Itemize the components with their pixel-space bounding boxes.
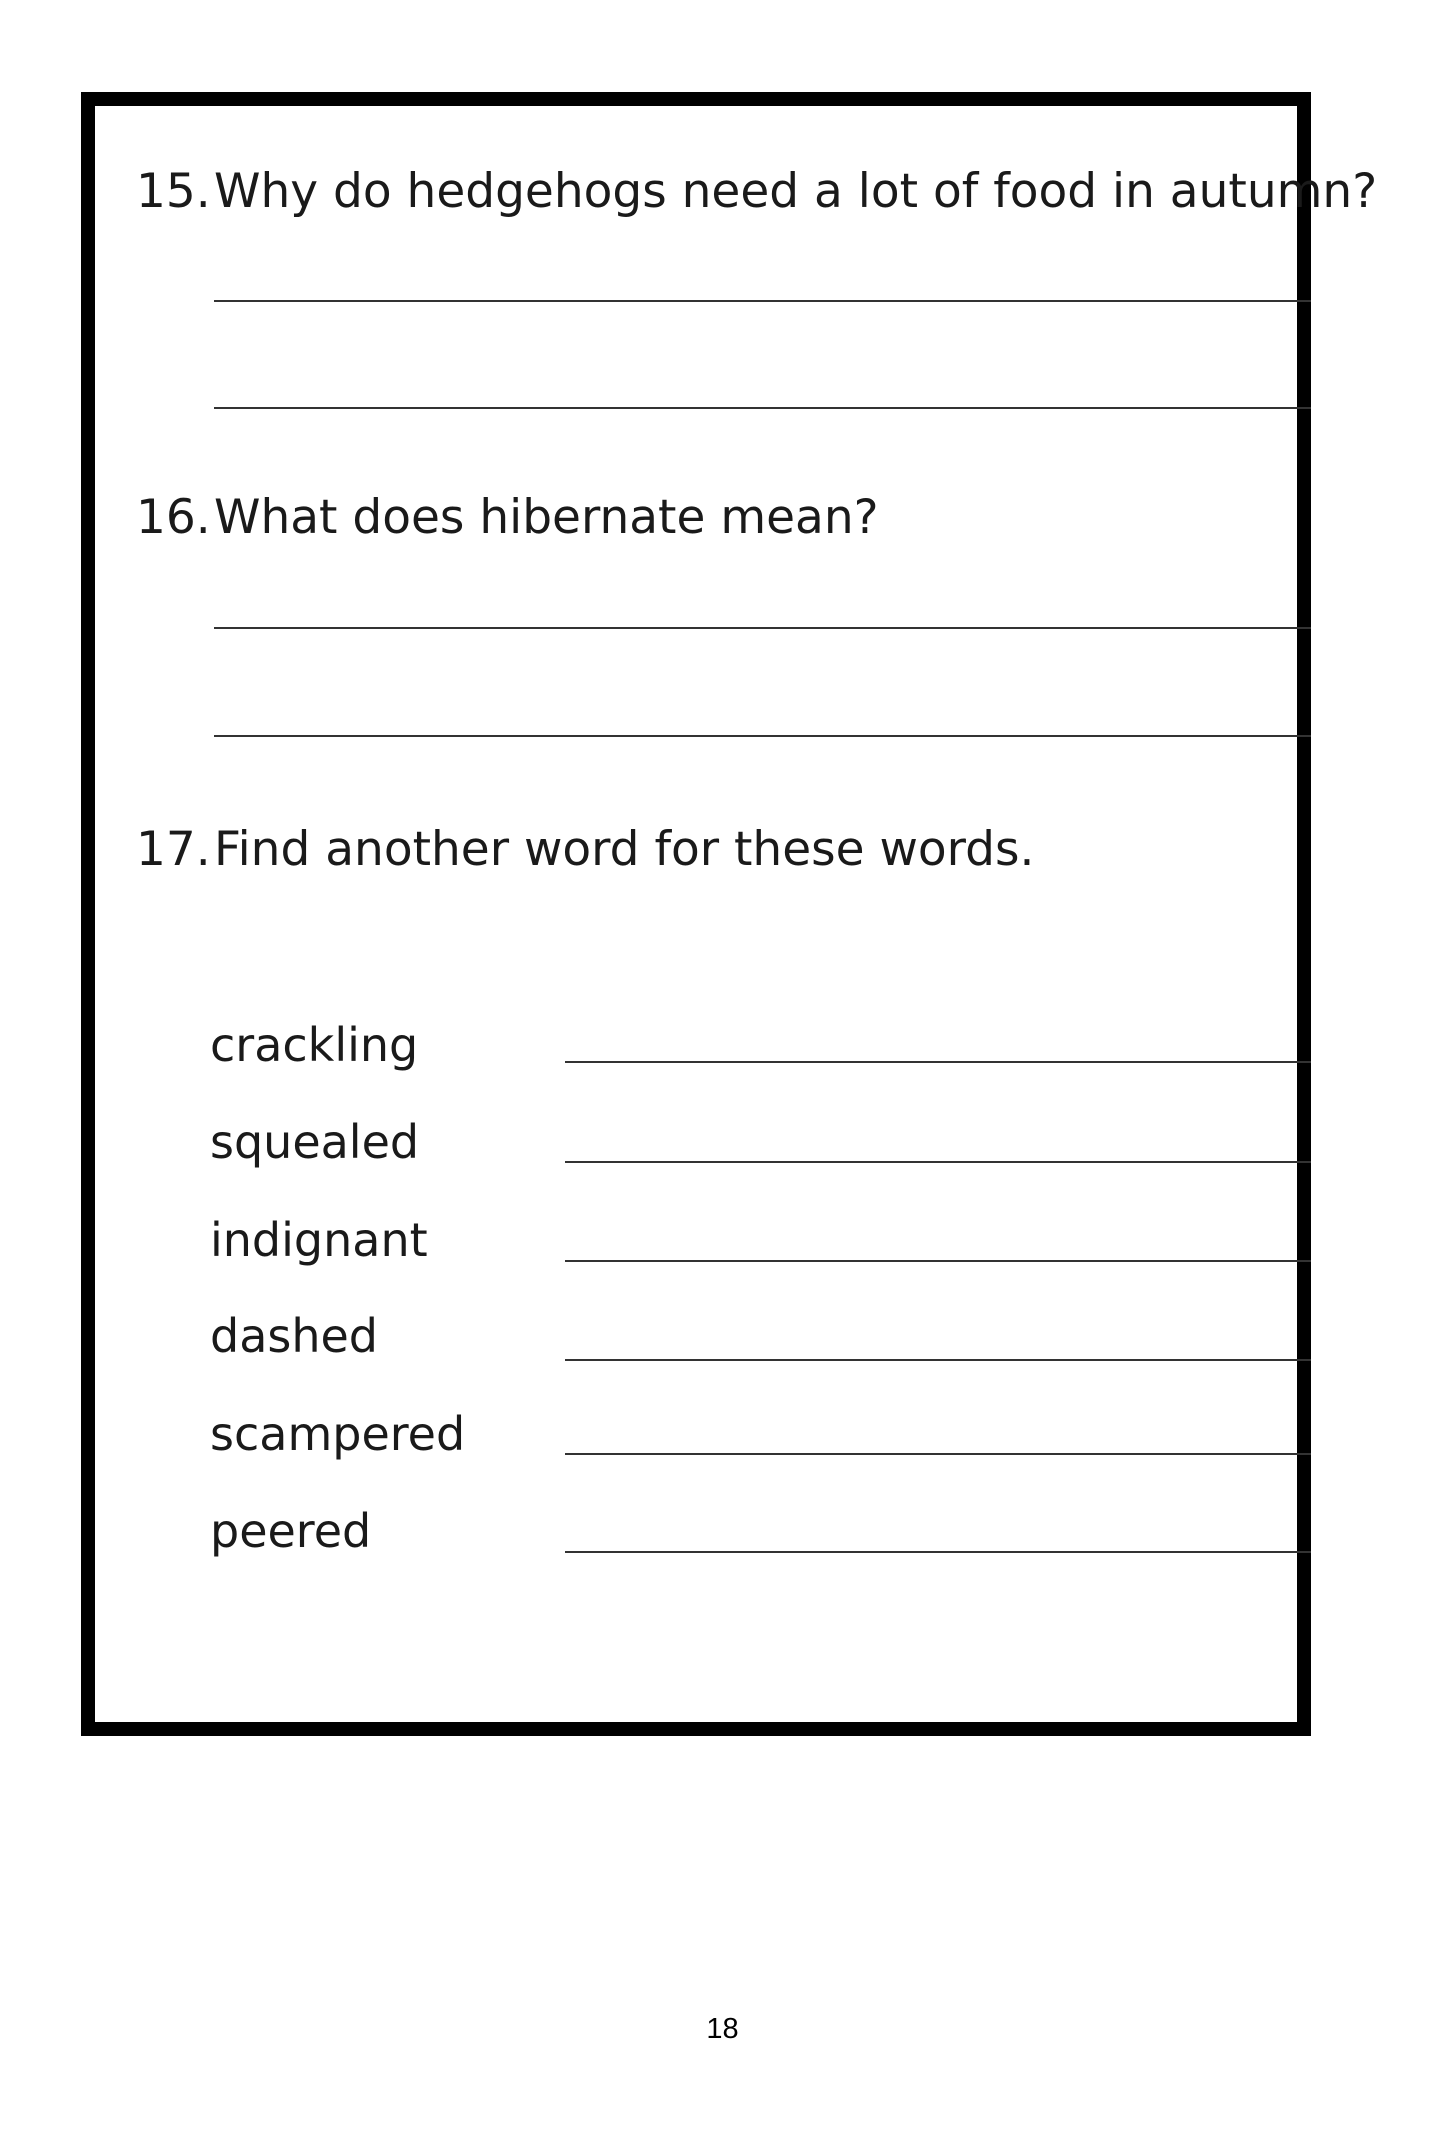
word-answer-line-dashed[interactable] xyxy=(565,1359,1311,1361)
question-text: Why do hedgehogs need a lot of food in autumn? xyxy=(214,164,1378,219)
word-label-dashed: dashed xyxy=(210,1309,379,1363)
answer-line-15-2[interactable] xyxy=(214,407,1311,409)
word-answer-line-squealed[interactable] xyxy=(565,1161,1311,1163)
question-15 xyxy=(136,164,1378,219)
word-label-crackling: crackling xyxy=(210,1018,419,1072)
answer-line-15-1[interactable] xyxy=(214,300,1311,302)
worksheet-frame xyxy=(81,92,1378,1736)
question-17 xyxy=(136,822,1035,877)
word-answer-line-crackling[interactable] xyxy=(565,1061,1311,1063)
word-label-scampered: scampered xyxy=(210,1407,466,1461)
question-text: What does hibernate mean? xyxy=(214,490,879,545)
question-number: 16. xyxy=(136,490,211,545)
question-number: 15. xyxy=(136,164,211,219)
page-number: 18 xyxy=(706,2013,739,2045)
question-text: Find another word for these words. xyxy=(214,822,1035,877)
word-answer-line-scampered[interactable] xyxy=(565,1453,1311,1455)
answer-line-16-2[interactable] xyxy=(214,735,1311,737)
question-16 xyxy=(136,490,879,545)
word-label-indignant: indignant xyxy=(210,1213,428,1267)
answer-line-16-1[interactable] xyxy=(214,627,1311,629)
word-label-squealed: squealed xyxy=(210,1115,420,1169)
word-answer-line-indignant[interactable] xyxy=(565,1260,1311,1262)
word-label-peered: peered xyxy=(210,1504,372,1558)
word-answer-line-peered[interactable] xyxy=(565,1551,1311,1553)
question-number: 17. xyxy=(136,822,211,877)
